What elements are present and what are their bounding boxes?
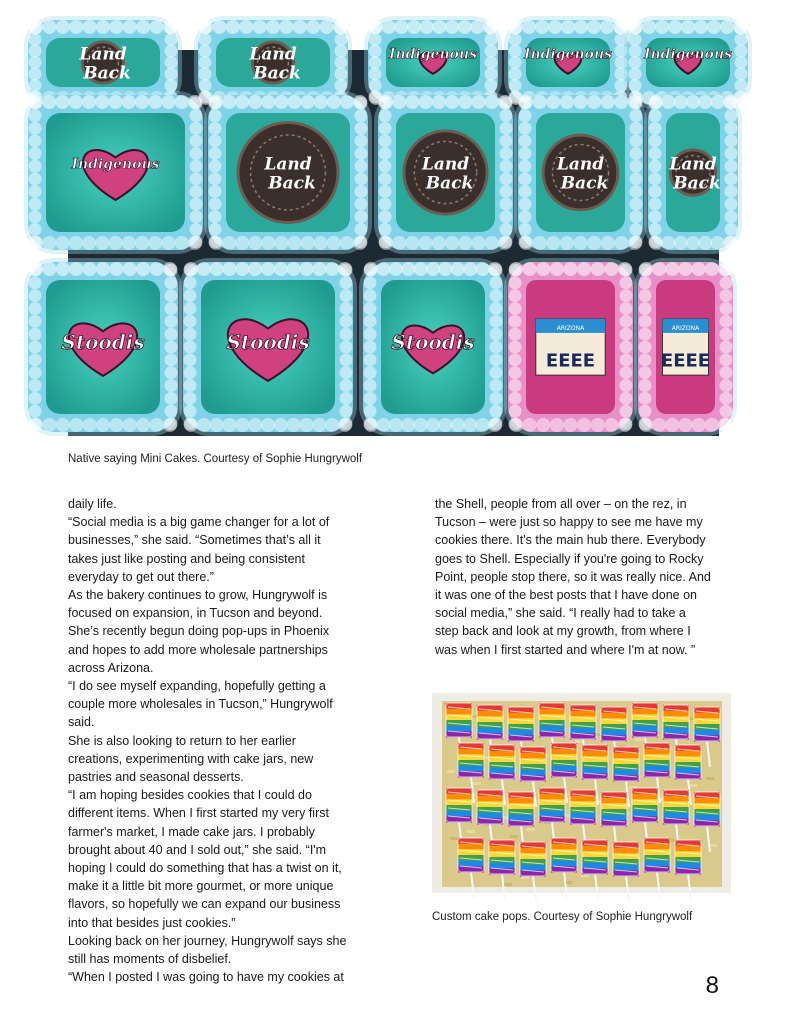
text-line: was when I first started and where I'm at now. ” [435, 642, 696, 657]
text-line: “When I posted I was going to have my cookies at [68, 970, 344, 985]
mini-cake [24, 258, 182, 436]
text-line: the Shell, people from all over – on the rez, in [435, 497, 687, 511]
page-number: 8 [705, 972, 719, 999]
svg-text:Stoodis: Stoodis [226, 330, 310, 354]
svg-text:Back: Back [253, 63, 301, 84]
text-line: cookies there. It's the main hub there. Everybody [435, 533, 706, 548]
text-line: farmer's market, I made cake jars. I probably [68, 824, 315, 839]
mini-cake [514, 91, 647, 254]
text-line: “I do see myself expanding, hopefully getting a [68, 679, 326, 694]
text-line: She’s recently begun doing pop-ups in Phoenix [68, 624, 330, 639]
svg-text:Back: Back [268, 173, 316, 194]
svg-text:EEEE: EEEE [660, 350, 711, 372]
text-line: said. [68, 715, 95, 730]
cake-pops-photo [432, 693, 731, 893]
text-line: flavors, so hopefully we can expand our business [68, 897, 341, 912]
text-line: takes just like posting and being consistent [68, 551, 305, 566]
text-line: brought about 40 and I sold out,” she said. “I'm [68, 842, 327, 857]
mini-cake [644, 91, 742, 254]
text-line: into that besides just cookies.” [68, 915, 236, 930]
mini-cake [24, 91, 207, 254]
text-line: Looking back on her journey, Hungrywolf says she [68, 933, 347, 948]
text-line: daily life. [68, 497, 117, 511]
text-line: different items. When I first started my very first [68, 806, 329, 821]
text-line: social media,” she said. “I really had to take a [435, 606, 686, 621]
article-left-column [68, 495, 368, 986]
text-line: She is also looking to return to her earlier [68, 733, 296, 748]
svg-text:EEEE: EEEE [545, 350, 596, 372]
svg-text:Land: Land [556, 154, 605, 175]
text-line: step back and look at my growth, from where I [435, 624, 691, 639]
svg-text:Indigenous: Indigenous [71, 156, 160, 173]
text-line: Tucson – were just so happy to see me have my [435, 515, 703, 530]
text-line: focused on expansion, in Tucson and beyond. [68, 606, 323, 621]
svg-text:Indigenous: Indigenous [388, 46, 478, 63]
text-line: businesses,” she said. “Sometimes that’s all it [68, 533, 321, 548]
text-line: couple more wholesales in Tucson,” Hungrywolf [68, 697, 333, 712]
mini-cake [204, 91, 372, 254]
text-line: As the bakery continues to grow, Hungrywolf is [68, 588, 328, 603]
svg-text:Land: Land [669, 154, 717, 175]
text-line: pastries and seasonal desserts. [68, 770, 244, 785]
svg-text:Back: Back [673, 173, 721, 194]
cake-pops-caption: Custom cake pops. Courtesy of Sophie Hungrywolf [432, 911, 693, 923]
text-line: Point, people stop there, so it was really nice. And [435, 569, 711, 584]
svg-text:Stoodis: Stoodis [61, 330, 145, 354]
mini-cake [504, 258, 637, 436]
svg-text:Land: Land [421, 154, 470, 175]
text-line: make it a little bit more gourmet, or more unique [68, 879, 334, 894]
text-line: still has moments of disbelief. [68, 952, 232, 967]
svg-text:Land: Land [79, 44, 127, 65]
svg-text:Stoodis: Stoodis [391, 330, 475, 354]
text-line: “I am hoping besides cookies that I could do [68, 788, 312, 803]
text-line: goes to Shell. Especially if you're going to Rocky [435, 551, 704, 566]
svg-text:Back: Back [83, 63, 131, 84]
svg-text:Indigenous: Indigenous [643, 46, 733, 63]
svg-text:ARIZONA: ARIZONA [556, 325, 585, 333]
text-line: creations, experimenting with cake jars, new [68, 751, 314, 766]
svg-text:ARIZONA: ARIZONA [671, 325, 700, 333]
text-line: across Arizona. [68, 660, 154, 675]
svg-text:Land: Land [249, 44, 297, 65]
article-right-column [435, 495, 735, 659]
mini-cake [179, 258, 357, 436]
mini-cake [634, 258, 737, 436]
svg-text:Land: Land [264, 154, 312, 175]
mini-cakes-photo [61, 44, 733, 436]
mini-cake [359, 258, 507, 436]
svg-text:Back: Back [560, 173, 609, 194]
text-line: it was one of the best posts that I have done on [435, 588, 697, 603]
text-line: “Social media is a big game changer for a lot of [68, 515, 330, 530]
text-line: and hopes to add more wholesale partnerships [68, 642, 328, 657]
top-photo-caption: Native saying Mini Cakes. Courtesy of Sophie Hungrywolf [68, 453, 363, 465]
text-line: hoping I could do something that has a twist on it, [68, 861, 342, 876]
mini-cake [374, 91, 517, 254]
svg-text:Back: Back [425, 173, 474, 194]
svg-text:Indigenous: Indigenous [523, 46, 613, 63]
cake-grid [24, 16, 752, 436]
text-line: everyday to get out there.” [68, 569, 214, 584]
